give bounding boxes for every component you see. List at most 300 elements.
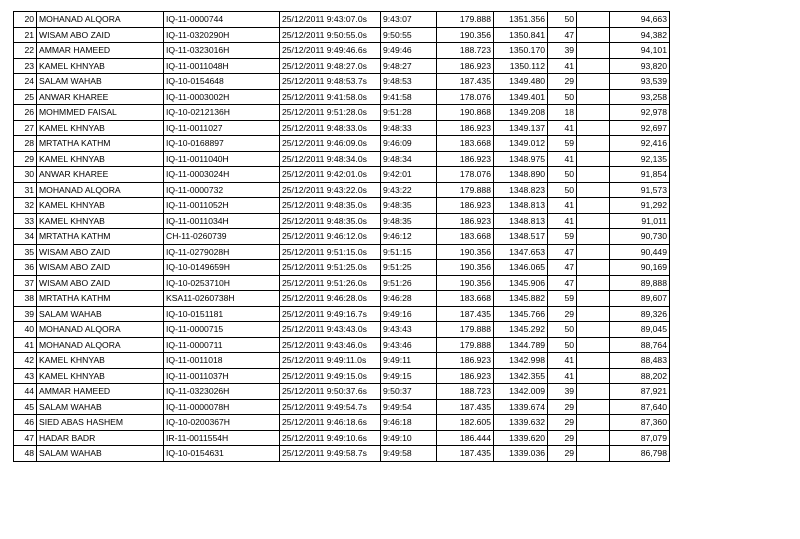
points-cell: 92,697 <box>610 120 670 136</box>
count-cell: 47 <box>548 27 577 43</box>
rank-cell: 26 <box>14 105 37 121</box>
blank-cell <box>577 89 610 105</box>
distance-cell: 190.356 <box>437 260 494 276</box>
count-cell: 59 <box>548 291 577 307</box>
ring-id-cell: IQ-11-0000715 <box>164 322 280 338</box>
table-row <box>14 136 670 152</box>
points-cell: 91,573 <box>610 182 670 198</box>
distance-cell: 178.076 <box>437 89 494 105</box>
blank-cell <box>577 368 610 384</box>
rank-cell: 40 <box>14 322 37 338</box>
count-cell: 59 <box>548 136 577 152</box>
name-cell: SALAM WAHAB <box>37 446 164 462</box>
points-cell: 88,764 <box>610 337 670 353</box>
time-cell: 9:50:37 <box>381 384 437 400</box>
table-row <box>14 337 670 353</box>
rank-cell: 28 <box>14 136 37 152</box>
time-cell: 9:51:28 <box>381 105 437 121</box>
count-cell: 41 <box>548 213 577 229</box>
arrival-datetime-cell: 25/12/2011 9:48:34.0s <box>280 151 381 167</box>
speed-cell: 1348.517 <box>494 229 548 245</box>
table-row <box>14 74 670 90</box>
points-cell: 89,607 <box>610 291 670 307</box>
table-row <box>14 43 670 59</box>
rank-cell: 45 <box>14 399 37 415</box>
time-cell: 9:49:54 <box>381 399 437 415</box>
blank-cell <box>577 322 610 338</box>
arrival-datetime-cell: 25/12/2011 9:49:10.6s <box>280 430 381 446</box>
arrival-datetime-cell: 25/12/2011 9:49:16.7s <box>280 306 381 322</box>
table-row <box>14 415 670 431</box>
points-cell: 90,730 <box>610 229 670 245</box>
count-cell: 50 <box>548 337 577 353</box>
blank-cell <box>577 120 610 136</box>
arrival-datetime-cell: 25/12/2011 9:51:28.0s <box>280 105 381 121</box>
count-cell: 41 <box>548 120 577 136</box>
blank-cell <box>577 244 610 260</box>
distance-cell: 190.356 <box>437 275 494 291</box>
rank-cell: 33 <box>14 213 37 229</box>
table-row <box>14 399 670 415</box>
speed-cell: 1349.480 <box>494 74 548 90</box>
time-cell: 9:43:22 <box>381 182 437 198</box>
name-cell: MOHMMED FAISAL <box>37 105 164 121</box>
speed-cell: 1345.292 <box>494 322 548 338</box>
rank-cell: 25 <box>14 89 37 105</box>
name-cell: MOHANAD ALQORA <box>37 322 164 338</box>
speed-cell: 1350.112 <box>494 58 548 74</box>
ring-id-cell: KSA11-0260738H <box>164 291 280 307</box>
table-row <box>14 182 670 198</box>
blank-cell <box>577 353 610 369</box>
time-cell: 9:50:55 <box>381 27 437 43</box>
arrival-datetime-cell: 25/12/2011 9:50:55.0s <box>280 27 381 43</box>
distance-cell: 186.444 <box>437 430 494 446</box>
points-cell: 94,663 <box>610 12 670 28</box>
name-cell: AMMAR HAMEED <box>37 43 164 59</box>
speed-cell: 1349.401 <box>494 89 548 105</box>
count-cell: 41 <box>548 368 577 384</box>
count-cell: 41 <box>548 151 577 167</box>
time-cell: 9:49:10 <box>381 430 437 446</box>
count-cell: 50 <box>548 12 577 28</box>
points-cell: 86,798 <box>610 446 670 462</box>
ring-id-cell: IQ-11-0323026H <box>164 384 280 400</box>
distance-cell: 186.923 <box>437 368 494 384</box>
table-row <box>14 120 670 136</box>
name-cell: MRTATHA KATHM <box>37 136 164 152</box>
distance-cell: 186.923 <box>437 353 494 369</box>
points-cell: 88,202 <box>610 368 670 384</box>
rank-cell: 22 <box>14 43 37 59</box>
time-cell: 9:49:46 <box>381 43 437 59</box>
arrival-datetime-cell: 25/12/2011 9:49:46.6s <box>280 43 381 59</box>
distance-cell: 183.668 <box>437 291 494 307</box>
name-cell: AMMAR HAMEED <box>37 384 164 400</box>
blank-cell <box>577 275 610 291</box>
count-cell: 39 <box>548 43 577 59</box>
rank-cell: 24 <box>14 74 37 90</box>
name-cell: WISAM ABO ZAID <box>37 275 164 291</box>
blank-cell <box>577 43 610 59</box>
name-cell: KAMEL KHNYAB <box>37 213 164 229</box>
name-cell: WISAM ABO ZAID <box>37 27 164 43</box>
arrival-datetime-cell: 25/12/2011 9:51:15.0s <box>280 244 381 260</box>
points-cell: 91,292 <box>610 198 670 214</box>
table-row <box>14 260 670 276</box>
name-cell: HADAR BADR <box>37 430 164 446</box>
table-row <box>14 368 670 384</box>
blank-cell <box>577 74 610 90</box>
ring-id-cell: CH-11-0260739 <box>164 229 280 245</box>
speed-cell: 1348.813 <box>494 198 548 214</box>
blank-cell <box>577 105 610 121</box>
ring-id-cell: IQ-11-0003002H <box>164 89 280 105</box>
arrival-datetime-cell: 25/12/2011 9:41:58.0s <box>280 89 381 105</box>
count-cell: 50 <box>548 182 577 198</box>
time-cell: 9:48:35 <box>381 198 437 214</box>
blank-cell <box>577 213 610 229</box>
table-row <box>14 322 670 338</box>
table-row <box>14 306 670 322</box>
count-cell: 59 <box>548 229 577 245</box>
distance-cell: 182.605 <box>437 415 494 431</box>
ring-id-cell: IQ-11-0011034H <box>164 213 280 229</box>
table-row <box>14 58 670 74</box>
speed-cell: 1350.170 <box>494 43 548 59</box>
blank-cell <box>577 415 610 431</box>
distance-cell: 178.076 <box>437 167 494 183</box>
distance-cell: 179.888 <box>437 12 494 28</box>
arrival-datetime-cell: 25/12/2011 9:46:28.0s <box>280 291 381 307</box>
arrival-datetime-cell: 25/12/2011 9:50:37.6s <box>280 384 381 400</box>
count-cell: 41 <box>548 198 577 214</box>
ring-id-cell: IQ-11-0011037H <box>164 368 280 384</box>
count-cell: 50 <box>548 89 577 105</box>
rank-cell: 31 <box>14 182 37 198</box>
speed-cell: 1339.620 <box>494 430 548 446</box>
distance-cell: 190.356 <box>437 244 494 260</box>
time-cell: 9:41:58 <box>381 89 437 105</box>
arrival-datetime-cell: 25/12/2011 9:49:11.0s <box>280 353 381 369</box>
blank-cell <box>577 337 610 353</box>
rank-cell: 43 <box>14 368 37 384</box>
speed-cell: 1350.841 <box>494 27 548 43</box>
arrival-datetime-cell: 25/12/2011 9:51:25.0s <box>280 260 381 276</box>
blank-cell <box>577 446 610 462</box>
count-cell: 47 <box>548 275 577 291</box>
points-cell: 87,640 <box>610 399 670 415</box>
table-row <box>14 12 670 28</box>
speed-cell: 1339.036 <box>494 446 548 462</box>
speed-cell: 1349.208 <box>494 105 548 121</box>
arrival-datetime-cell: 25/12/2011 9:48:53.7s <box>280 74 381 90</box>
speed-cell: 1344.789 <box>494 337 548 353</box>
speed-cell: 1339.674 <box>494 399 548 415</box>
count-cell: 29 <box>548 415 577 431</box>
time-cell: 9:46:09 <box>381 136 437 152</box>
rank-cell: 44 <box>14 384 37 400</box>
rank-cell: 42 <box>14 353 37 369</box>
points-cell: 92,135 <box>610 151 670 167</box>
arrival-datetime-cell: 25/12/2011 9:49:58.7s <box>280 446 381 462</box>
name-cell: KAMEL KHNYAB <box>37 151 164 167</box>
points-cell: 93,820 <box>610 58 670 74</box>
distance-cell: 187.435 <box>437 446 494 462</box>
rank-cell: 46 <box>14 415 37 431</box>
count-cell: 18 <box>548 105 577 121</box>
ring-id-cell: IQ-11-0011052H <box>164 198 280 214</box>
ring-id-cell: IQ-10-0149659H <box>164 260 280 276</box>
speed-cell: 1345.882 <box>494 291 548 307</box>
points-cell: 87,079 <box>610 430 670 446</box>
table-row <box>14 384 670 400</box>
table-row <box>14 89 670 105</box>
count-cell: 29 <box>548 399 577 415</box>
ring-id-cell: IQ-11-0000078H <box>164 399 280 415</box>
arrival-datetime-cell: 25/12/2011 9:48:35.0s <box>280 198 381 214</box>
count-cell: 41 <box>548 353 577 369</box>
time-cell: 9:48:27 <box>381 58 437 74</box>
blank-cell <box>577 291 610 307</box>
points-cell: 94,101 <box>610 43 670 59</box>
name-cell: KAMEL KHNYAB <box>37 353 164 369</box>
speed-cell: 1342.009 <box>494 384 548 400</box>
ring-id-cell: IQ-11-0279028H <box>164 244 280 260</box>
points-cell: 87,921 <box>610 384 670 400</box>
blank-cell <box>577 12 610 28</box>
time-cell: 9:49:58 <box>381 446 437 462</box>
name-cell: KAMEL KHNYAB <box>37 368 164 384</box>
table-row <box>14 244 670 260</box>
rank-cell: 37 <box>14 275 37 291</box>
ring-id-cell: IQ-10-0253710H <box>164 275 280 291</box>
arrival-datetime-cell: 25/12/2011 9:46:18.6s <box>280 415 381 431</box>
distance-cell: 186.923 <box>437 213 494 229</box>
blank-cell <box>577 198 610 214</box>
rank-cell: 32 <box>14 198 37 214</box>
count-cell: 29 <box>548 306 577 322</box>
rank-cell: 29 <box>14 151 37 167</box>
points-cell: 87,360 <box>610 415 670 431</box>
points-cell: 91,854 <box>610 167 670 183</box>
table-row <box>14 213 670 229</box>
count-cell: 29 <box>548 74 577 90</box>
arrival-datetime-cell: 25/12/2011 9:43:07.0s <box>280 12 381 28</box>
arrival-datetime-cell: 25/12/2011 9:42:01.0s <box>280 167 381 183</box>
speed-cell: 1339.632 <box>494 415 548 431</box>
speed-cell: 1345.766 <box>494 306 548 322</box>
blank-cell <box>577 58 610 74</box>
distance-cell: 190.356 <box>437 27 494 43</box>
table-row <box>14 291 670 307</box>
distance-cell: 188.723 <box>437 43 494 59</box>
blank-cell <box>577 167 610 183</box>
ring-id-cell: IQ-11-0320290H <box>164 27 280 43</box>
count-cell: 41 <box>548 58 577 74</box>
speed-cell: 1351.356 <box>494 12 548 28</box>
time-cell: 9:48:53 <box>381 74 437 90</box>
time-cell: 9:49:11 <box>381 353 437 369</box>
speed-cell: 1349.137 <box>494 120 548 136</box>
blank-cell <box>577 182 610 198</box>
distance-cell: 179.888 <box>437 322 494 338</box>
arrival-datetime-cell: 25/12/2011 9:51:26.0s <box>280 275 381 291</box>
name-cell: KAMEL KHNYAB <box>37 58 164 74</box>
points-cell: 89,045 <box>610 322 670 338</box>
ring-id-cell: IQ-11-0011040H <box>164 151 280 167</box>
table-row <box>14 353 670 369</box>
table-row <box>14 27 670 43</box>
points-cell: 91,011 <box>610 213 670 229</box>
rank-cell: 27 <box>14 120 37 136</box>
count-cell: 39 <box>548 384 577 400</box>
rank-cell: 47 <box>14 430 37 446</box>
table-row <box>14 446 670 462</box>
points-cell: 89,888 <box>610 275 670 291</box>
name-cell: MOHANAD ALQORA <box>37 182 164 198</box>
speed-cell: 1345.906 <box>494 275 548 291</box>
ring-id-cell: IQ-10-0168897 <box>164 136 280 152</box>
time-cell: 9:46:18 <box>381 415 437 431</box>
ring-id-cell: IQ-11-0003024H <box>164 167 280 183</box>
name-cell: KAMEL KHNYAB <box>37 120 164 136</box>
rank-cell: 35 <box>14 244 37 260</box>
arrival-datetime-cell: 25/12/2011 9:46:09.0s <box>280 136 381 152</box>
arrival-datetime-cell: 25/12/2011 9:43:22.0s <box>280 182 381 198</box>
speed-cell: 1342.998 <box>494 353 548 369</box>
distance-cell: 187.435 <box>437 399 494 415</box>
speed-cell: 1346.065 <box>494 260 548 276</box>
time-cell: 9:48:35 <box>381 213 437 229</box>
table-row <box>14 430 670 446</box>
name-cell: MOHANAD ALQORA <box>37 337 164 353</box>
table-row <box>14 198 670 214</box>
table-row <box>14 151 670 167</box>
rank-cell: 48 <box>14 446 37 462</box>
blank-cell <box>577 430 610 446</box>
distance-cell: 190.868 <box>437 105 494 121</box>
blank-cell <box>577 27 610 43</box>
rank-cell: 23 <box>14 58 37 74</box>
distance-cell: 179.888 <box>437 182 494 198</box>
time-cell: 9:43:07 <box>381 12 437 28</box>
name-cell: WISAM ABO ZAID <box>37 244 164 260</box>
ring-id-cell: IQ-11-0011048H <box>164 58 280 74</box>
arrival-datetime-cell: 25/12/2011 9:46:12.0s <box>280 229 381 245</box>
time-cell: 9:43:46 <box>381 337 437 353</box>
count-cell: 47 <box>548 260 577 276</box>
points-cell: 93,258 <box>610 89 670 105</box>
table-row <box>14 167 670 183</box>
arrival-datetime-cell: 25/12/2011 9:48:33.0s <box>280 120 381 136</box>
speed-cell: 1348.823 <box>494 182 548 198</box>
points-cell: 90,449 <box>610 244 670 260</box>
time-cell: 9:51:15 <box>381 244 437 260</box>
speed-cell: 1348.975 <box>494 151 548 167</box>
name-cell: ANWAR KHAREE <box>37 167 164 183</box>
ring-id-cell: IQ-10-0154631 <box>164 446 280 462</box>
distance-cell: 186.923 <box>437 58 494 74</box>
name-cell: SALAM WAHAB <box>37 399 164 415</box>
distance-cell: 186.923 <box>437 120 494 136</box>
time-cell: 9:42:01 <box>381 167 437 183</box>
blank-cell <box>577 384 610 400</box>
distance-cell: 183.668 <box>437 136 494 152</box>
rank-cell: 34 <box>14 229 37 245</box>
arrival-datetime-cell: 25/12/2011 9:49:54.7s <box>280 399 381 415</box>
table-body <box>14 12 670 462</box>
points-cell: 89,326 <box>610 306 670 322</box>
ring-id-cell: IQ-11-0011027 <box>164 120 280 136</box>
name-cell: ANWAR KHAREE <box>37 89 164 105</box>
name-cell: MOHANAD ALQORA <box>37 12 164 28</box>
rank-cell: 30 <box>14 167 37 183</box>
speed-cell: 1349.012 <box>494 136 548 152</box>
distance-cell: 186.923 <box>437 198 494 214</box>
ring-id-cell: IQ-10-0151181 <box>164 306 280 322</box>
name-cell: MRTATHA KATHM <box>37 291 164 307</box>
ring-id-cell: IQ-10-0212136H <box>164 105 280 121</box>
rank-cell: 20 <box>14 12 37 28</box>
name-cell: MRTATHA KATHM <box>37 229 164 245</box>
time-cell: 9:49:15 <box>381 368 437 384</box>
count-cell: 29 <box>548 430 577 446</box>
speed-cell: 1347.653 <box>494 244 548 260</box>
points-cell: 90,169 <box>610 260 670 276</box>
distance-cell: 183.668 <box>437 229 494 245</box>
points-cell: 92,978 <box>610 105 670 121</box>
ring-id-cell: IQ-11-0000744 <box>164 12 280 28</box>
speed-cell: 1342.355 <box>494 368 548 384</box>
distance-cell: 179.888 <box>437 337 494 353</box>
time-cell: 9:46:12 <box>381 229 437 245</box>
ring-id-cell: IQ-11-0323016H <box>164 43 280 59</box>
speed-cell: 1348.890 <box>494 167 548 183</box>
table-row <box>14 229 670 245</box>
time-cell: 9:49:16 <box>381 306 437 322</box>
name-cell: WISAM ABO ZAID <box>37 260 164 276</box>
rank-cell: 36 <box>14 260 37 276</box>
blank-cell <box>577 229 610 245</box>
distance-cell: 188.723 <box>437 384 494 400</box>
name-cell: SALAM WAHAB <box>37 74 164 90</box>
rank-cell: 41 <box>14 337 37 353</box>
name-cell: SALAM WAHAB <box>37 306 164 322</box>
ring-id-cell: IQ-10-0200367H <box>164 415 280 431</box>
arrival-datetime-cell: 25/12/2011 9:43:46.0s <box>280 337 381 353</box>
ring-id-cell: IQ-11-0000711 <box>164 337 280 353</box>
time-cell: 9:48:34 <box>381 151 437 167</box>
time-cell: 9:51:25 <box>381 260 437 276</box>
name-cell: SIED ABAS HASHEM <box>37 415 164 431</box>
table-row <box>14 105 670 121</box>
count-cell: 50 <box>548 167 577 183</box>
blank-cell <box>577 151 610 167</box>
points-cell: 93,539 <box>610 74 670 90</box>
blank-cell <box>577 306 610 322</box>
arrival-datetime-cell: 25/12/2011 9:49:15.0s <box>280 368 381 384</box>
results-table <box>13 11 670 462</box>
arrival-datetime-cell: 25/12/2011 9:43:43.0s <box>280 322 381 338</box>
distance-cell: 186.923 <box>437 151 494 167</box>
count-cell: 50 <box>548 322 577 338</box>
time-cell: 9:51:26 <box>381 275 437 291</box>
speed-cell: 1348.813 <box>494 213 548 229</box>
arrival-datetime-cell: 25/12/2011 9:48:27.0s <box>280 58 381 74</box>
points-cell: 94,382 <box>610 27 670 43</box>
time-cell: 9:46:28 <box>381 291 437 307</box>
